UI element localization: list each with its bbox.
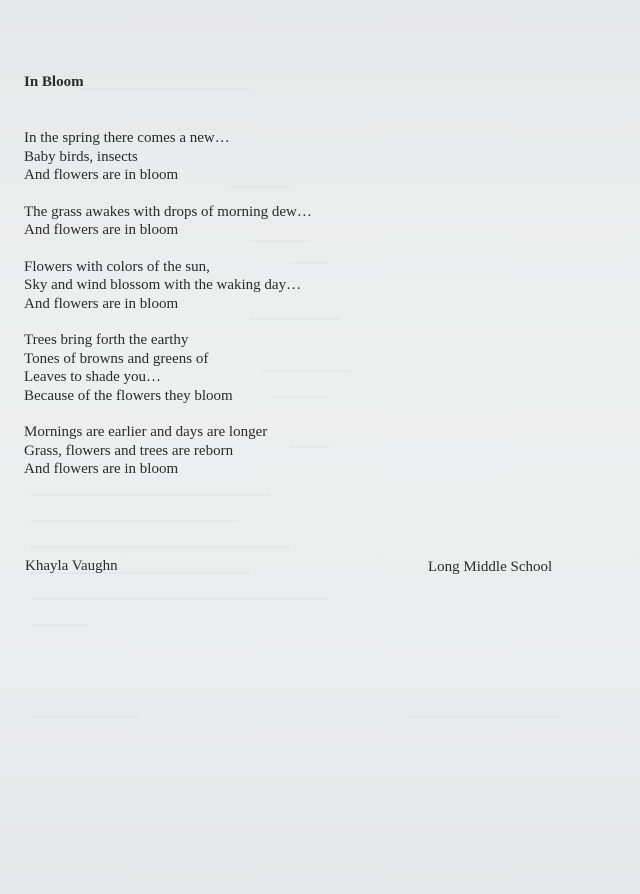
bleed-through-mark	[30, 546, 290, 548]
poem-line: And flowers are in bloom	[24, 167, 179, 183]
poem-line: Mornings are earlier and days are longer	[24, 424, 268, 440]
poem-title: In Bloom	[24, 74, 84, 90]
bleed-through-mark	[405, 716, 560, 718]
poem-line: The grass awakes with drops of morning dew…	[24, 203, 312, 220]
poem-line: And flowers are in bloom	[24, 222, 179, 238]
poem-line: Flowers with colors of the sun,	[24, 258, 210, 275]
stanza-5	[24, 423, 384, 479]
bleed-through-mark	[30, 520, 240, 522]
poem-line: Trees bring forth the earthy	[24, 332, 189, 348]
poem-line: Tones of browns and greens of	[24, 350, 209, 367]
bleed-through-mark	[30, 716, 140, 718]
poem-line: Sky and wind blossom with the waking day…	[24, 277, 302, 293]
poem-line: Baby birds, insects	[24, 148, 138, 165]
poem-body	[24, 129, 384, 497]
bleed-through-mark	[80, 88, 250, 90]
bleed-through-mark	[30, 624, 90, 626]
stanza-2	[24, 203, 384, 240]
school-name: Long Middle School	[428, 559, 553, 575]
poem-line: And flowers are in bloom	[24, 295, 179, 312]
poem-line: In the spring there comes a new…	[24, 130, 230, 146]
bleed-through-mark	[30, 598, 330, 600]
poem-line: Leaves to shade you…	[24, 369, 162, 385]
poem-line: Because of the flowers they bloom	[24, 387, 233, 404]
poem-line: And flowers are in bloom	[24, 461, 179, 477]
stanza-4	[24, 331, 384, 405]
stanza-1	[24, 129, 384, 185]
poem-line: Grass, flowers and trees are reborn	[24, 442, 234, 459]
author-name: Khayla Vaughn	[25, 558, 118, 574]
stanza-3	[24, 258, 384, 314]
